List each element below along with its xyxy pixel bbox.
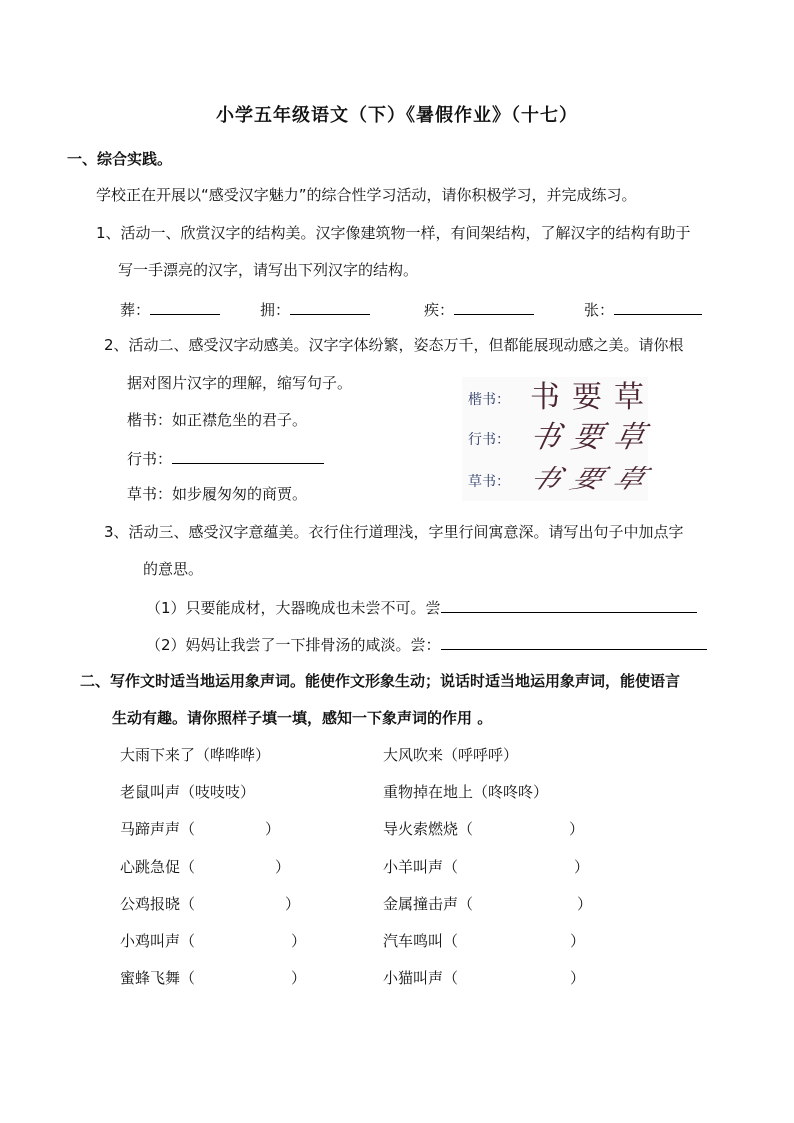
- activity3-line2: 的意思。: [143, 560, 204, 578]
- item-label: 公鸡报晓（: [120, 895, 196, 913]
- item-label: 马蹄声声（: [120, 820, 196, 838]
- activity2-line2: 据对图片汉字的理解，缩写句子。: [127, 374, 353, 392]
- calli-row-kaishu: [466, 381, 646, 415]
- answer-blank[interactable]: [614, 298, 702, 315]
- char-structure-1: [120, 298, 220, 320]
- item-label: 导火索燃烧（: [383, 820, 474, 838]
- xingshu-label: 行书：: [127, 450, 173, 468]
- page-title: 小学五年级语文（下）《暑假作业》（十七）: [216, 105, 578, 126]
- close-paren: ）: [577, 895, 593, 913]
- caoshu-sentence: 草书：如步履匆匆的商贾。: [127, 485, 308, 503]
- onomatopoeia-left-7: [120, 968, 306, 988]
- kaishu-sentence: 楷书：如正襟危坐的君子。: [127, 411, 308, 429]
- item-label: 小羊叫声（: [383, 858, 459, 876]
- calli-char: 草: [608, 464, 651, 495]
- close-paren: ）: [291, 932, 307, 950]
- onomatopoeia-left-6: [120, 931, 306, 951]
- onomatopoeia-right-2: 重物掉在地上（咚咚咚）: [383, 783, 549, 801]
- activity1-line1: 1、活动一、欣赏汉字的结构美。汉字像建筑物一样，有间架结构，了解汉字的结构有助于: [96, 224, 691, 242]
- activity3-q2: [146, 633, 707, 655]
- xingshu-sentence: [127, 447, 324, 469]
- item-label: 心跳急促（: [120, 858, 196, 876]
- onomatopoeia-right-7: [383, 968, 585, 988]
- close-paren: ）: [275, 858, 291, 876]
- q1-text: （1）只要能成材，大器晚成也未尝不可。尝: [146, 599, 441, 617]
- item-label: 汽车鸣叫（: [383, 932, 459, 950]
- activity2-line1: 2、活动二、感受汉字动感美。汉字字体纷繁，姿态万千，但都能展现动感之美。请你根: [104, 336, 684, 354]
- char-label: 疾：: [424, 301, 455, 319]
- onomatopoeia-left-5: [120, 894, 300, 914]
- close-paren: ）: [285, 895, 301, 913]
- answer-blank[interactable]: [290, 298, 370, 315]
- close-paren: ）: [291, 969, 307, 987]
- calli-row-caoshu: [466, 463, 651, 497]
- activity1-line2: 写一手漂亮的汉字，请写出下列汉字的结构。: [118, 261, 419, 279]
- onomatopoeia-left-3: [120, 819, 280, 839]
- char-label: 葬：: [120, 301, 151, 319]
- section2-line1: 二、写作文时适当地运用象声词。能使作文形象生动；说话时适当地运用象声词，能使语言: [80, 672, 681, 690]
- calli-char: 草: [610, 420, 648, 455]
- answer-blank[interactable]: [172, 447, 324, 464]
- char-label: 拥：: [260, 301, 291, 319]
- char-label: 张：: [584, 301, 615, 319]
- calli-label: 行书：: [468, 432, 510, 448]
- onomatopoeia-right-5: [383, 894, 592, 914]
- calli-label: 楷书：: [468, 392, 510, 408]
- close-paren: ）: [569, 820, 585, 838]
- calli-char: 书: [524, 464, 567, 495]
- calligraphy-image: [462, 377, 651, 501]
- onomatopoeia-left-2: 老鼠叫声（吱吱吱）: [120, 783, 256, 801]
- close-paren: ）: [570, 969, 586, 987]
- close-paren: ）: [570, 932, 586, 950]
- item-label: 蜜蜂飞舞（: [120, 969, 196, 987]
- calli-label: 草书：: [468, 474, 510, 490]
- calli-char: 要: [572, 380, 602, 415]
- char-structure-3: [424, 298, 534, 320]
- calli-char: 书: [526, 420, 564, 455]
- close-paren: ）: [265, 820, 281, 838]
- onomatopoeia-right-6: [383, 931, 585, 951]
- section1-heading: 一、综合实践。: [67, 150, 173, 168]
- close-paren: ）: [574, 858, 590, 876]
- answer-blank[interactable]: [150, 298, 220, 315]
- onomatopoeia-right-4: [383, 857, 589, 877]
- char-structure-2: [260, 298, 370, 320]
- activity3-q1: [146, 596, 697, 618]
- section1-intro: 学校正在开展以“感受汉字魅力”的综合性学习活动，请你积极学习，并完成练习。: [96, 186, 637, 204]
- onomatopoeia-right-3: [383, 819, 584, 839]
- section2-line2: 生动有趣。请你照样子填一填，感知一下象声词的作用 。: [112, 709, 493, 727]
- answer-blank[interactable]: [441, 633, 707, 650]
- onomatopoeia-right-1: 大风吹来（呼呼呼）: [383, 746, 519, 764]
- onomatopoeia-left-1: 大雨下来了（哗哗哗）: [120, 746, 271, 764]
- answer-blank[interactable]: [441, 596, 697, 613]
- answer-blank[interactable]: [454, 298, 534, 315]
- calli-row-xingshu: [466, 421, 646, 455]
- onomatopoeia-left-4: [120, 857, 290, 877]
- item-label: 小鸡叫声（: [120, 932, 196, 950]
- calli-char: 要: [566, 464, 609, 495]
- char-structure-4: [584, 298, 702, 320]
- activity3-line1: 3、活动三、感受汉字意蕴美。衣行住行道理浅，字里行间寓意深。请写出句子中加点字: [104, 523, 684, 541]
- q2-text: （2）妈妈让我尝了一下排骨汤的咸淡。尝：: [146, 636, 441, 654]
- item-label: 金属撞击声（: [383, 895, 474, 913]
- calli-char: 草: [614, 380, 644, 415]
- calli-char: 要: [568, 420, 606, 455]
- calli-char: 书: [530, 380, 560, 415]
- item-label: 小猫叫声（: [383, 969, 459, 987]
